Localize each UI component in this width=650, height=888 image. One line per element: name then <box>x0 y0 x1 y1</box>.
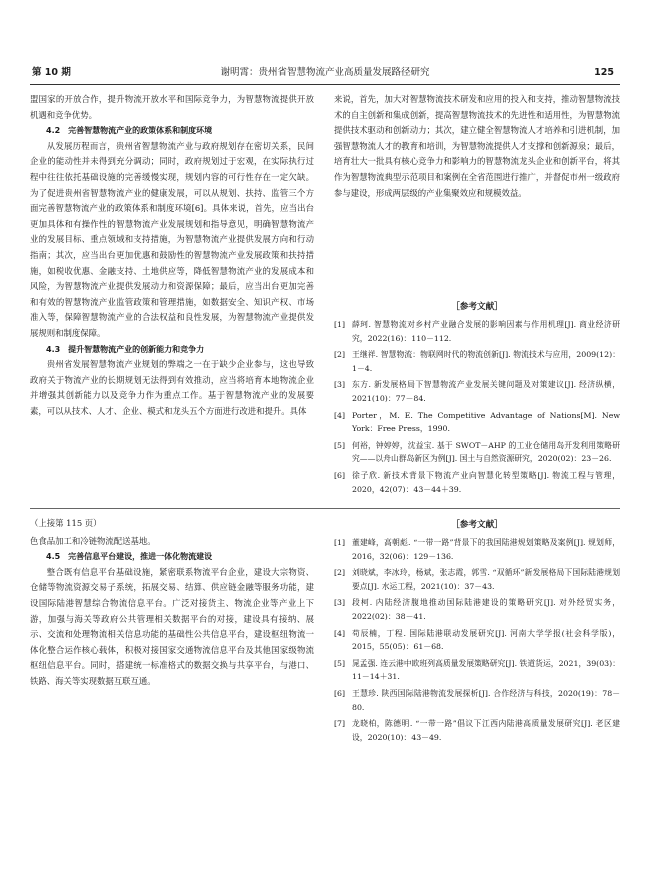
reference-item <box>334 566 620 593</box>
reference-text: 段柯. 内陆经济腹地推动国际陆港建设的策略研究[J]. 对外经贸实务，2022(02)：38－41. <box>352 598 620 621</box>
reference-item <box>334 536 620 563</box>
reference-number: [5] <box>334 440 346 450</box>
running-header <box>20 66 630 82</box>
reference-text: Porter，M. E. The Competitive Advantage of Nations[M]. New York：Free Press，1990. <box>352 410 620 434</box>
paragraph: 色食品加工和冷链物流配送基地。 <box>30 535 156 546</box>
reference-text: 东方. 新发展格局下智慧物流产业发展关键问题及对策建议[J]. 经济纵横，2021(10)：77－84. <box>352 380 620 403</box>
upper-right-column <box>334 92 620 201</box>
reference-number: [2] <box>334 350 346 360</box>
reference-text: 董建峰，高朝彪. “一带一路”背景下的我国陆港规划策略及案例[J]. 规划师，2016，32(06)：129－136. <box>352 538 620 561</box>
reference-number: [6] <box>334 470 346 480</box>
reference-number: [4] <box>334 628 346 638</box>
page-number: 125 <box>594 67 614 78</box>
section-heading-4-2: 4.2 完善智慧物流产业的政策体系和制度环境 <box>46 126 213 136</box>
paragraph: 盟国家的开放合作，提升物流开放水平和国际竞争力，为智慧物流提供开放机遇和竞争优势。 <box>30 94 314 120</box>
reference-text: 刘晓斌，李冰玲，杨斌，张志霞，郭雪. “双循环”新发展格局下国际陆港规划要点[J]. 水运工程，2021(10)：37－43. <box>352 568 620 591</box>
reference-number: [3] <box>334 598 346 608</box>
reference-item <box>334 409 620 436</box>
reference-number: [6] <box>334 688 346 698</box>
paragraph: 整合既有信息平台基础设施，紧密联系物流平台企业，建设大宗物资、仓储等物流资源交易子系统，拓展交易、结算、供应链金融等服务功能，建设国际陆港智慧综合物流信息平台。广泛对接货主、物流企业等产业上下游，加强与海关等政府公共管理相关数据平台的对接，建设具有接纳、展示、交流和处理物流相关信息功能的基础性公共信息平台，建设枢纽物流一体化整合运作核心载体，积极对接国家交通物流信息平台及其他国家级物流枢纽信息平台。同时，搭建统一标准格式的数据交换与共享平台，与港口、铁路、海关等实现数据互联互通。 <box>30 566 314 686</box>
reference-text: 何裕，钟婷婷，沈益宝. 基于 SWOT－AHP 的工业仓储用岛开发利用策略研究——以舟山群岛新区为例[J]. 国土与自然资源研究，2020(02)：23－26. <box>352 440 620 464</box>
header-rule <box>30 84 620 85</box>
paragraph: 来说，首先，加大对智慧物流技术研发和应用的投入和支持，推动智慧物流技术的自主创新和集成创新，提高智慧物流技术的先进性和适用性，为智慧物流提供技术驱动和创新动力；其次，建立健全智慧物流人才培养和引进机制，加强智慧物流人才的教育和培训，为智慧物流提供人才支撑和创新源泉；最后，培育壮大一批具有核心竞争力和影响力的智慧物流龙头企业和创新平台，将其作为智慧物流典型示范项目和案例在全省范围进行推广，并督促市州一级政府参与建设，形成两层级的产业集聚效应和规模效益。 <box>334 94 620 198</box>
reference-list <box>334 536 620 747</box>
reference-number: [3] <box>334 380 346 390</box>
lower-left-column <box>30 516 314 690</box>
reference-text: 龙晓柏，陈德明. “一带一路”倡议下江西内陆港高质量发展研究[J]. 老区建设，2020(10)：43－49. <box>352 719 620 742</box>
reference-text: 晁孟强. 连云港中欧班列高质量发展策略研究[J]. 铁道货运，2021，39(03)：11－14＋31. <box>352 658 620 682</box>
continued-note: （上接第 115 页） <box>30 518 102 528</box>
reference-item <box>334 378 620 405</box>
upper-left-column <box>30 92 314 419</box>
reference-text: 薛珂. 智慧物流对乡村产业融合发展的影响因素与作用机理[J]. 商业经济研究，2022(16)：110－112. <box>352 320 620 343</box>
reference-text: 徐子欣. 新技术背景下物流产业向智慧化转型策略[J]. 物流工程与管理，2020，42(07)：43－44＋39. <box>352 470 620 494</box>
running-title: 谢明霄：贵州省智慧物流产业高质量发展路径研究 <box>220 67 430 78</box>
reference-number: [5] <box>334 658 346 668</box>
reference-item <box>334 657 620 684</box>
reference-list <box>334 318 620 499</box>
references-heading: ［参考文献］ <box>451 302 503 312</box>
paragraph: 贵州省发展智慧物流产业规划的弊端之一在于缺少企业参与，这也导致政府关于物流产业的长期规划无法得到有效推动，应当将培育本地物流企业并增强其创新能力以及竞争力作为重点工作。基于智慧物流产业的发展要素，可以从技术、人才、企业、模式和龙头五个方面进行改进和提升。具体 <box>30 359 314 416</box>
section-heading-4-3: 4.3 提升智慧物流产业的创新能力和竞争力 <box>46 344 205 354</box>
section-heading-4-5: 4.5 完善信息平台建设，推进一体化物流建设 <box>46 552 213 562</box>
paragraph: 从发展历程而言，贵州省智慧物流产业与政府规划存在密切关系，民间企业的能动性并未得到充分调动；同时，政府规划过于宏观，在实际执行过程中往往依托基础设施的完善缓慢实现，规划内容的可行性存在一定欠缺。为了促进贵州省智慧物流产业的健康发展，可以从规划、扶持、监管三个方面完善智慧物流产业的政策体系和制度环境[6]。具体来说，首先，应当出台更加具体和有操作性的智慧物流产业发展规划和指导意见，明确智慧物流产业的发展目标、重点领域和支持措施，为智慧物流产业提供发展方向和行动指南；其次，应当出台更加优惠和鼓励性的智慧物流产业发展政策和扶持措施，如税收优惠、金融支持、土地供应等，降低智慧物流产业的发展成本和风险，为智慧物流产业提供发展动力和资源保障；最后，应当出台更加完善和有效的智慧物流产业监管政策和管理措施，如数据安全、知识产权、市场准入等，保障智慧物流产业的合法权益和良性发展，为智慧物流产业提供发展规则和制度保障。 <box>30 140 314 338</box>
reference-number: [1] <box>334 538 346 547</box>
reference-item <box>334 717 620 744</box>
reference-number: [2] <box>334 568 346 578</box>
reference-item <box>334 627 620 654</box>
issue-number: 第 10 期 <box>32 67 71 78</box>
reference-text: 苟辰楠，丁程. 国际陆港联动发展研究[J]. 河南大学学报(社会科学版)，2015，55(05)：61－68. <box>352 628 620 652</box>
reference-item <box>334 469 620 496</box>
article-separator <box>30 508 620 509</box>
reference-item <box>334 318 620 345</box>
reference-item <box>334 596 620 623</box>
reference-text: 王慧珍. 陕西国际陆港物流发展探析[J]. 合作经济与科技，2020(19)：78－80. <box>352 688 620 712</box>
references-heading: ［参考文献］ <box>451 520 503 530</box>
reference-item <box>334 687 620 714</box>
reference-number: [1] <box>334 320 346 329</box>
reference-item <box>334 439 620 466</box>
reference-number: [7] <box>334 719 346 729</box>
reference-text: 王继祥. 智慧物流：物联网时代的物流创新[J]. 物流技术与应用，2009(12)：1－4. <box>352 350 620 373</box>
reference-item <box>334 348 620 375</box>
reference-number: [4] <box>334 410 346 420</box>
